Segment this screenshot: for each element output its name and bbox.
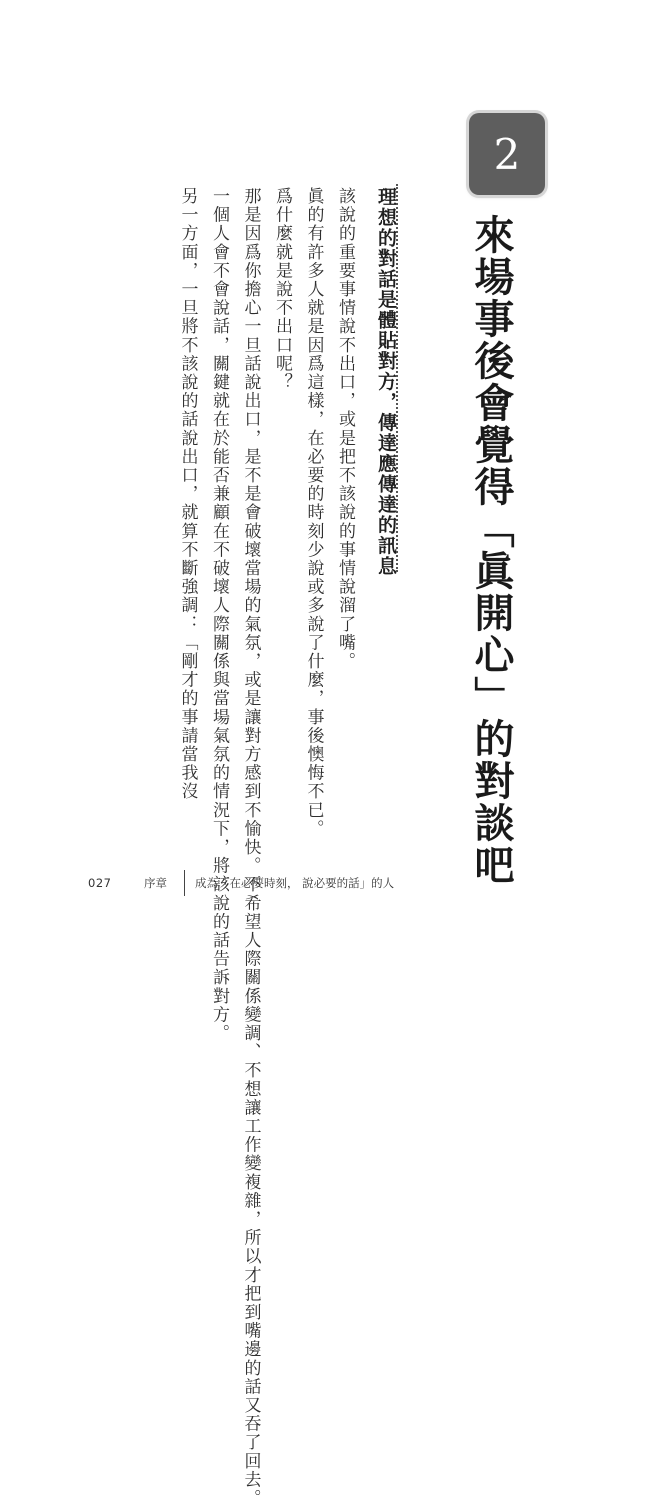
chapter-label: 序章 (144, 876, 167, 890)
running-title: 成為「在必要時刻， 說必要的話」的人 (195, 876, 395, 890)
footer-divider (184, 870, 185, 896)
body-paragraph: 那是因爲你擔心一旦話說出口，是不是會破壞當場的氣氛，或是讓對方感到不愉快。不希望人際關係變調、不想讓工作變複雜，所以才把到嘴邊的話又吞了回去。 (240, 187, 261, 1508)
chapter-number-badge: 2 (469, 113, 545, 195)
body-paragraph: 眞的有許多人就是因爲這樣，在必要的時刻少說或多說了什麼，事後懊悔不已。 (303, 187, 324, 838)
page-footer (88, 873, 394, 893)
body-paragraph: 爲什麼就是說不出口呢？ (272, 187, 292, 392)
subtitle-dotted-rule (396, 184, 398, 572)
body-paragraph: 另一方面，一旦將不該說的話說出口，就算不斷強調：「剛才的事請當我沒 (177, 187, 198, 801)
body-paragraph: 該說的重要事情說不出口，或是把不該說的事情說溜了嘴。 (335, 187, 355, 671)
page-number: 027 (88, 876, 112, 890)
body-paragraph: 一個人會不會說話，關鍵就在於能否兼顧在不破壞人際關係與當場氣氛的情況下，將該說的話告訴對方。 (209, 187, 229, 1043)
chapter-subtitle: 理想的對話是體貼對方，傳達應傳達的訊息 (375, 187, 397, 577)
chapter-title: 來場事後會覺得「眞開心」的對談吧 (468, 214, 514, 886)
